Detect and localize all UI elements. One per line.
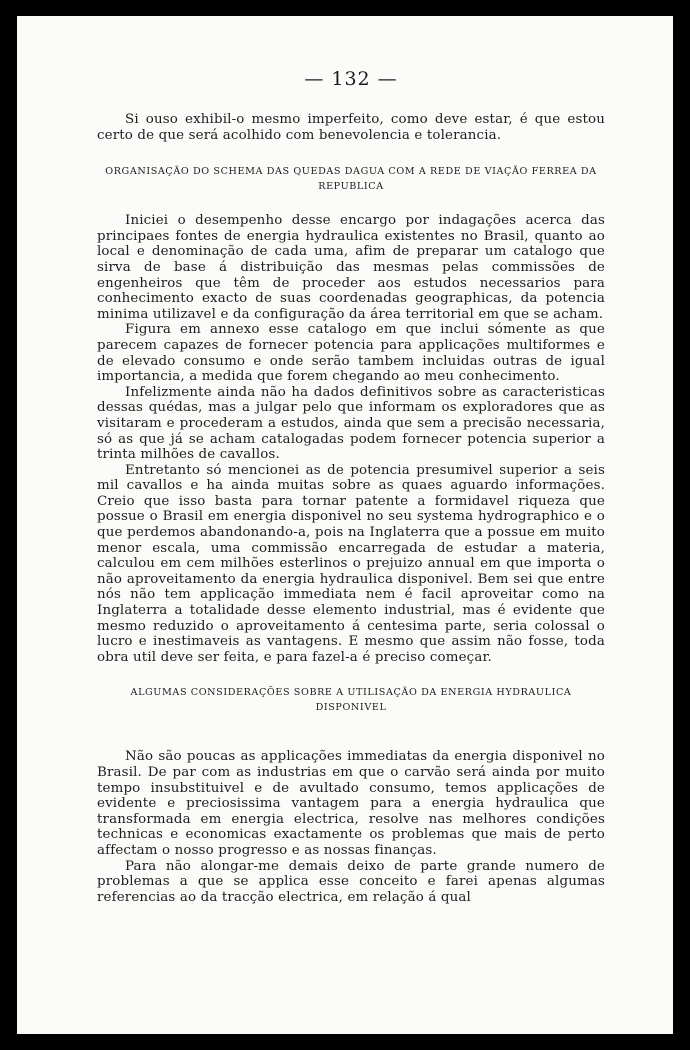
intro-paragraph: Si ouso exhibil-o mesmo imperfeito, como deve estar, é que estou certo de que será acolhido com benevolencia e tolerancia. xyxy=(97,112,605,143)
paragraph: Entretanto só mencionei as de potencia presumivel superior a seis mil cavallos e ha ainda muitas sobre as quaes aguardo informações. Creio que isso basta para tornar patente a formidavel riqueza que possue o Brasil em energia disponivel no seu systema hydrographico e o que perdemos abandonando-a, pois na Inglaterra que a possue em muito menor escala, uma commissão encarregada de estudar a materia, calculou em cem milhões esterlinos o prejuizo annual em que importa o não aproveitamento da energia hydraulica disponivel. Bem sei que entre nós não tem applicação immediata nem é facil aproveitar como na Inglaterra a totalidade desse elemento industrial, mas é evidente que mesmo reduzido o aproveitamento á centesima parte, seria colossal o lucro e inestimaveis as vantagens. E mesmo que assim não fosse, toda obra util deve ser feita, e para fazel-a é preciso começar. xyxy=(97,462,605,665)
section-title-organisacao: ORGANISAÇÃO DO SCHEMA DAS QUEDAS DAGUA COM A REDE DE VIAÇÃO FERREA DA REPUBLICA xyxy=(105,166,597,193)
section-title-consideracoes: ALGUMAS CONSIDERAÇÕES SOBRE A UTILISAÇÃO DA ENERGIA HYDRAULICA DISPONIVEL xyxy=(130,687,572,714)
page-content xyxy=(97,68,605,905)
paragraph: Figura em annexo esse catalogo em que inclui sómente as que parecem capazes de fornecer potencia para applicações multiformes e de elevado consumo e onde serão tambem incluidas outras de igual importancia, a medida que forem chegando ao meu conhecimento. xyxy=(97,322,605,385)
page-number: — 132 — xyxy=(304,68,398,90)
scanned-page xyxy=(17,16,673,1034)
paragraph: Não são poucas as applicações immediatas da energia disponivel no Brasil. De par com as industrias em que o carvão será ainda por muito tempo insubstituivel e de avultado consumo, temos applicações de evidente e preciosissima vantagem para a energia hydraulica que transformada em energia electrica, resolve nas melhores condições technicas e economicas exactamente os problemas que mais de perto affectam o nosso progresso e as nossas finanças. xyxy=(97,749,605,858)
paragraph: Infelizmente ainda não ha dados definitivos sobre as caracteristicas dessas quédas, mas a julgar pelo que informam os exploradores que as visitaram e procederam a estudos, ainda que sem a precisão necessaria, só as que já se acham catalogadas podem fornecer potencia superior a trinta milhões de cavallos. xyxy=(97,384,605,463)
paragraph: Para não alongar-me demais deixo de parte grande numero de problemas a que se applica esse conceito e farei apenas algumas referencias ao da tracção electrica, em relação á qual xyxy=(97,858,605,905)
paragraph: Iniciei o desempenho desse encargo por indagações acerca das principaes fontes de energia hydraulica existentes no Brasil, quanto ao local e denominação de cada uma, afim de preparar um catalogo que sirva de base á distribuição das mesmas pelas commissões de engenheiros que têm de proceder aos estudos necessarios para conhecimento exacto de suas coordenadas geographicas, da potencia minima utilizavel e da configuração da área territorial em que se acham. xyxy=(97,213,605,322)
